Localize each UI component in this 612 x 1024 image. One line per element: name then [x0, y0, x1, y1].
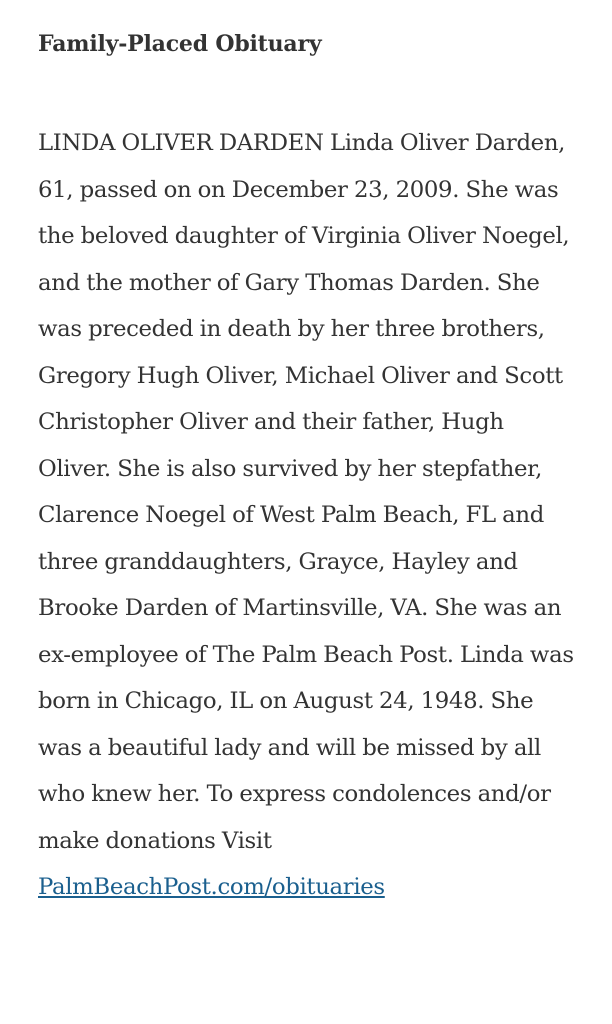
- obituary-text: LINDA OLIVER DARDEN Linda Oliver Darden, 61, passed on on December 23, 2009. She was the beloved daughter of Virginia Oliver Noegel, and the mother of Gary Thomas Darden. She was preceded in death by her three brothers, Gregory Hugh Oliver, Michael Oliver and Scott Christopher Oliver and their father, Hugh Oliver. She is also survived by her stepfather, Clarence Noegel of West Palm Beach, FL and three granddaughters, Grayce, Hayley and Brooke Darden of Martinsville, VA. She was an ex-employee of The Palm Beach Post. Linda was born in Chicago, IL on August 24, 1948. She was a beautiful lady and will be missed by all who knew her. To express condolences and/or make donations Visit: [38, 130, 574, 854]
- obituaries-link[interactable]: PalmBeachPost.com/obituaries: [38, 874, 385, 900]
- page-title: Family-Placed Obituary: [38, 31, 322, 57]
- obituary-body: [38, 120, 578, 911]
